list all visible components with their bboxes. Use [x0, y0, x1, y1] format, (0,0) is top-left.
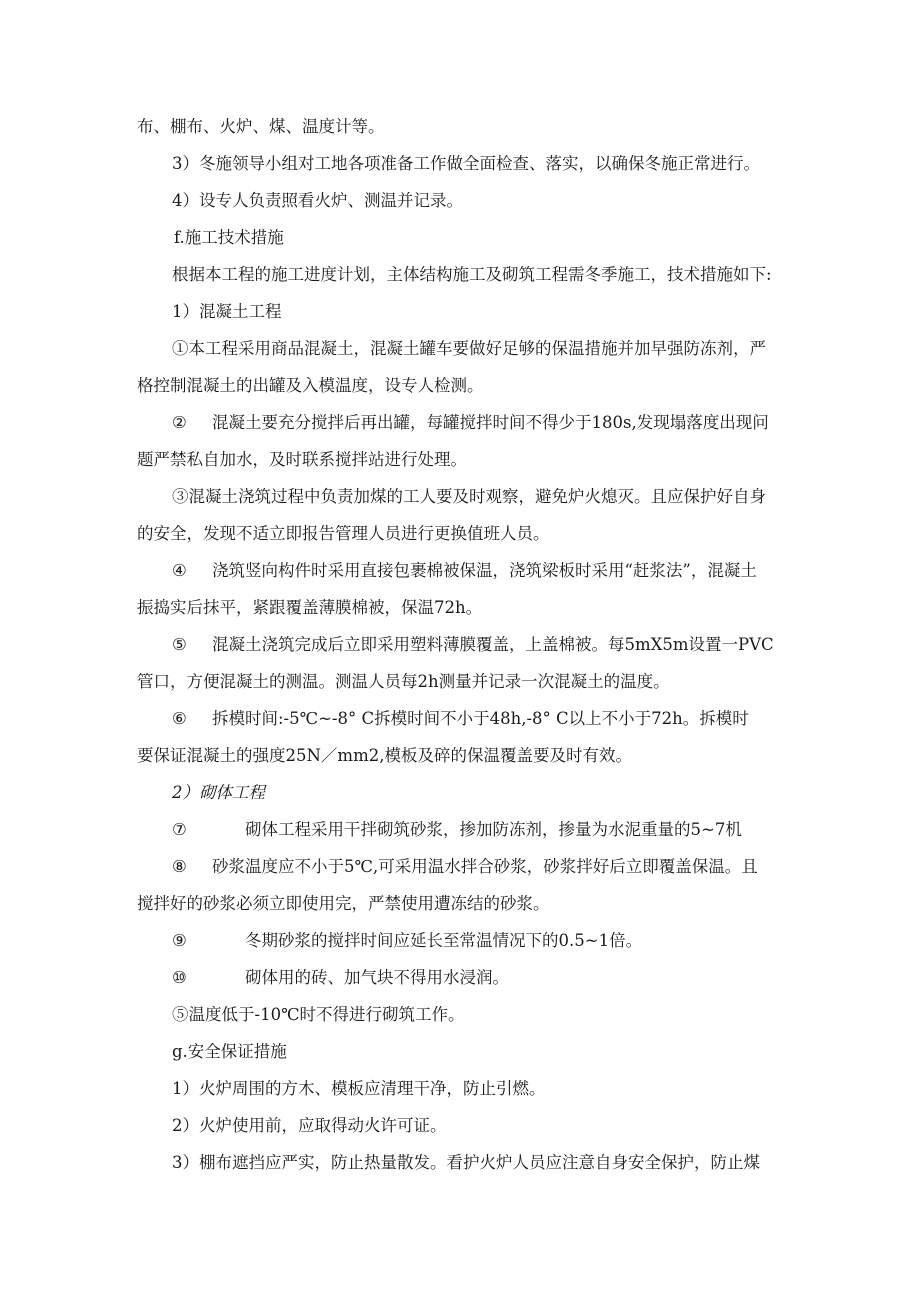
section-heading: f.施工技术措施: [174, 228, 284, 247]
subsection-heading: 1）混凝土工程: [172, 302, 282, 321]
text-line: 浇筑竖向构件时采用直接包裹棉被保温，浇筑梁板时采用“赶浆法”，混凝土: [212, 561, 757, 580]
item-marker: ⑥: [172, 709, 187, 728]
text-line: 管口，方便混凝土的测温。测温人员每2h测量并记录一次混凝土的温度。: [137, 672, 670, 691]
text-line: 格控制混凝土的出罐及入模温度，设专人检测。: [137, 376, 484, 395]
item-marker: ⑦: [172, 820, 187, 839]
text-line: 1）火炉周围的方木、模板应清理干净，防止引燃。: [172, 1079, 546, 1098]
text-line: ③混凝土浇筑过程中负责加煤的工人要及时观察，避免炉火熄灭。且应保护好自身: [172, 487, 766, 506]
item-marker: ⑩: [172, 968, 187, 987]
text-line: 题严禁私自加水，及时联系搅拌站进行处理。: [137, 450, 467, 469]
text-line: ⑤温度低于-10℃时不得进行砌筑工作。: [172, 1005, 465, 1024]
section-heading: g.安全保证措施: [172, 1042, 287, 1061]
text-line: 2）火炉使用前，应取得动火许可证。: [172, 1116, 447, 1135]
item-marker: ⑨: [172, 931, 187, 950]
item-marker: ⑧: [172, 857, 187, 876]
text-line: 混凝土浇筑完成后立即采用塑料薄膜覆盖，上盖棉被。每5mX5m设置一PVC: [212, 635, 774, 654]
text-line: 3）棚布遮挡应严实，防止热量散发。看护火炉人员应注意自身安全保护，防止煤: [172, 1153, 760, 1172]
item-marker: ⑤: [172, 635, 187, 654]
text-line: 混凝土要充分搅拌后再出罐，每罐搅拌时间不得少于180s,发现塌落度出现问: [212, 413, 769, 432]
text-line: 要保证混凝土的强度25N／mm2,模板及碎的保温覆盖要及时有效。: [137, 746, 632, 765]
text-line: 拆模时间:-5℃~-8° C拆模时间不小于48h,-8° C以上不小于72h。拆模时: [212, 709, 749, 728]
text-line: 布、棚布、火炉、煤、温度计等。: [137, 117, 385, 136]
text-line: 砌体工程采用干拌砌筑砂浆，掺加防冻剂，掺量为水泥重量的5~7机: [245, 820, 742, 839]
text-line: 冬期砂浆的搅拌时间应延长至常温情况下的0.5~1倍。: [245, 931, 643, 950]
text-line: 搅拌好的砂浆必须立即使用完，严禁使用遭冻结的砂浆。: [137, 894, 550, 913]
text-line: 振捣实后抹平，紧跟覆盖薄膜棉被，保温72h。: [137, 598, 483, 617]
text-line: 根据本工程的施工进度计划，主体结构施工及砌筑工程需冬季施工，技术措施如下:: [172, 265, 772, 284]
item-marker: ④: [172, 561, 187, 580]
text-line: ①本工程采用商品混凝土，混凝土罐车要做好足够的保温措施并加早强防冻剂，严: [172, 339, 766, 358]
item-marker: ②: [172, 413, 187, 432]
text-line: 砂浆温度应不小于5℃,可采用温水拌合砂浆，砂浆拌好后立即覆盖保温。且: [212, 857, 758, 876]
subsection-heading: 2）砌体工程: [172, 783, 265, 802]
text-line: 砌体用的砖、加气块不得用水浸润。: [245, 968, 509, 987]
text-line: 的安全，发现不适立即报告管理人员进行更换值班人员。: [137, 524, 550, 543]
text-line: 4）设专人负责照看火炉、测温并记录。: [172, 191, 463, 210]
text-line: 3）冬施领导小组对工地各项准备工作做全面检查、落实，以确保冬施正常进行。: [172, 154, 760, 173]
